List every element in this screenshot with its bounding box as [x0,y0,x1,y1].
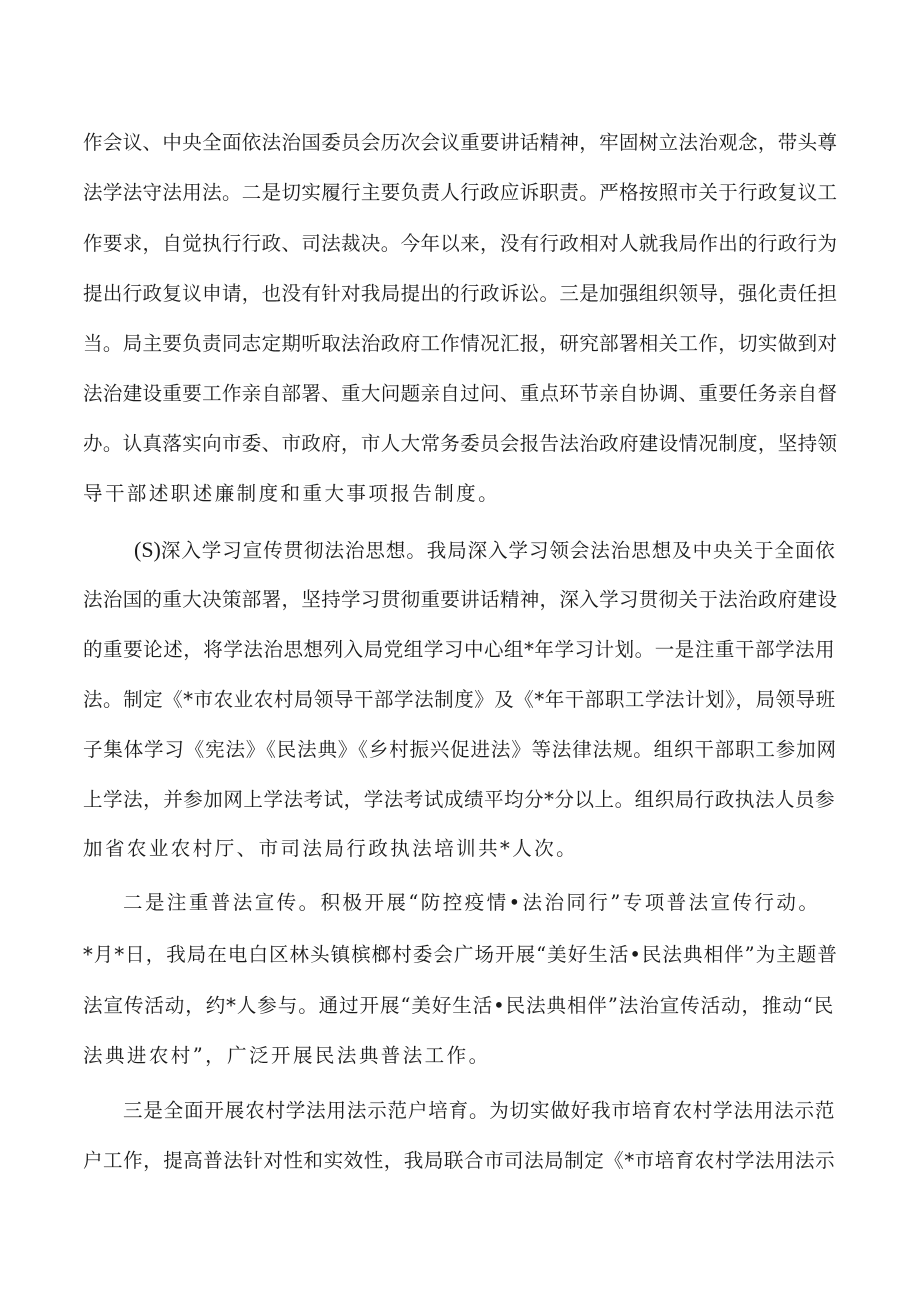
text-line: 法宣传活动，约*人参与。通过开展“美好生活•民法典相伴”法治宣传活动，推动“民 [83,994,835,1017]
text-line: 子集体学习《宪法》《民法典》《乡村振兴促进法》等法律法规。组织干部职工参加网 [83,738,837,761]
text-line: 法治建设重要工作亲自部署、重大问题亲自过问、重点环节亲自协调、重要任务亲自督 [83,382,838,405]
text-line: 导干部述职述廉制度和重大事项报告制度。 [83,482,501,505]
text-line-content: 深入学习宣传贯彻法治思想。我局深入学习领会法治思想及中央关于全面依 [160,539,836,562]
text-line: 提出行政复议申请，也没有针对我局提出的行政诉讼。三是加强组织领导，强化责任担 [83,282,838,305]
text-line: 法治国的重大决策部署，坚持学习贯彻重要讲话精神，深入学习贯彻关于法治政府建设 [83,588,838,611]
section-marker: (S) [134,537,161,562]
text-line: 的重要论述，将学法治思想列入局党组学习中心组*年学习计划。一是注重干部学法用 [83,638,836,661]
text-line: 法典进农村”，广泛开展民法典普法工作。 [83,1044,491,1067]
text-line: 加省农业农村厅、市司法局行政执法培训共*人次。 [83,837,579,860]
text-line: 作会议、中央全面依法治国委员会历次会议重要讲话精神，牢固树立法治观念，带头尊 [83,131,838,154]
text-line: 户工作，提高普法针对性和实效性，我局联合市司法局制定《*市培育农村学法用法示 [83,1149,836,1172]
text-line: 当。局主要负责同志定期听取法治政府工作情况汇报，研究部署相关工作，切实做到对 [83,332,838,355]
text-line: 作要求，自觉执行行政、司法裁决。今年以来，没有行政相对人就我局作出的行政行为 [83,232,838,255]
text-line-first [134,537,836,564]
text-line: 办。认真落实向市委、市政府，市人大常务委员会报告法治政府建设情况制度，坚持领 [83,432,838,455]
text-line: 二是注重普法宣传。积极开展“防控疫情•法治同行”专项普法宣传行动。 [123,891,821,914]
text-line: 三是全面开展农村学法用法示范户培育。为切实做好我市培育农村学法用法示范 [123,1099,836,1122]
text-line: 法学法守法用法。二是切实履行主要负责人行政应诉职责。严格按照市关于行政复议工 [83,181,838,204]
text-line: 法。制定《*市农业农村局领导干部学法制度》及《*年干部职工学法计划》，局领导班 [83,688,836,711]
text-line: *月*日，我局在电白区林头镇槟榔村委会广场开展“美好生活•民法典相伴”为主题普 [83,943,838,966]
text-line: 上学法，并参加网上学法考试，学法考试成绩平均分*分以上。组织局行政执法人员参 [83,788,836,811]
